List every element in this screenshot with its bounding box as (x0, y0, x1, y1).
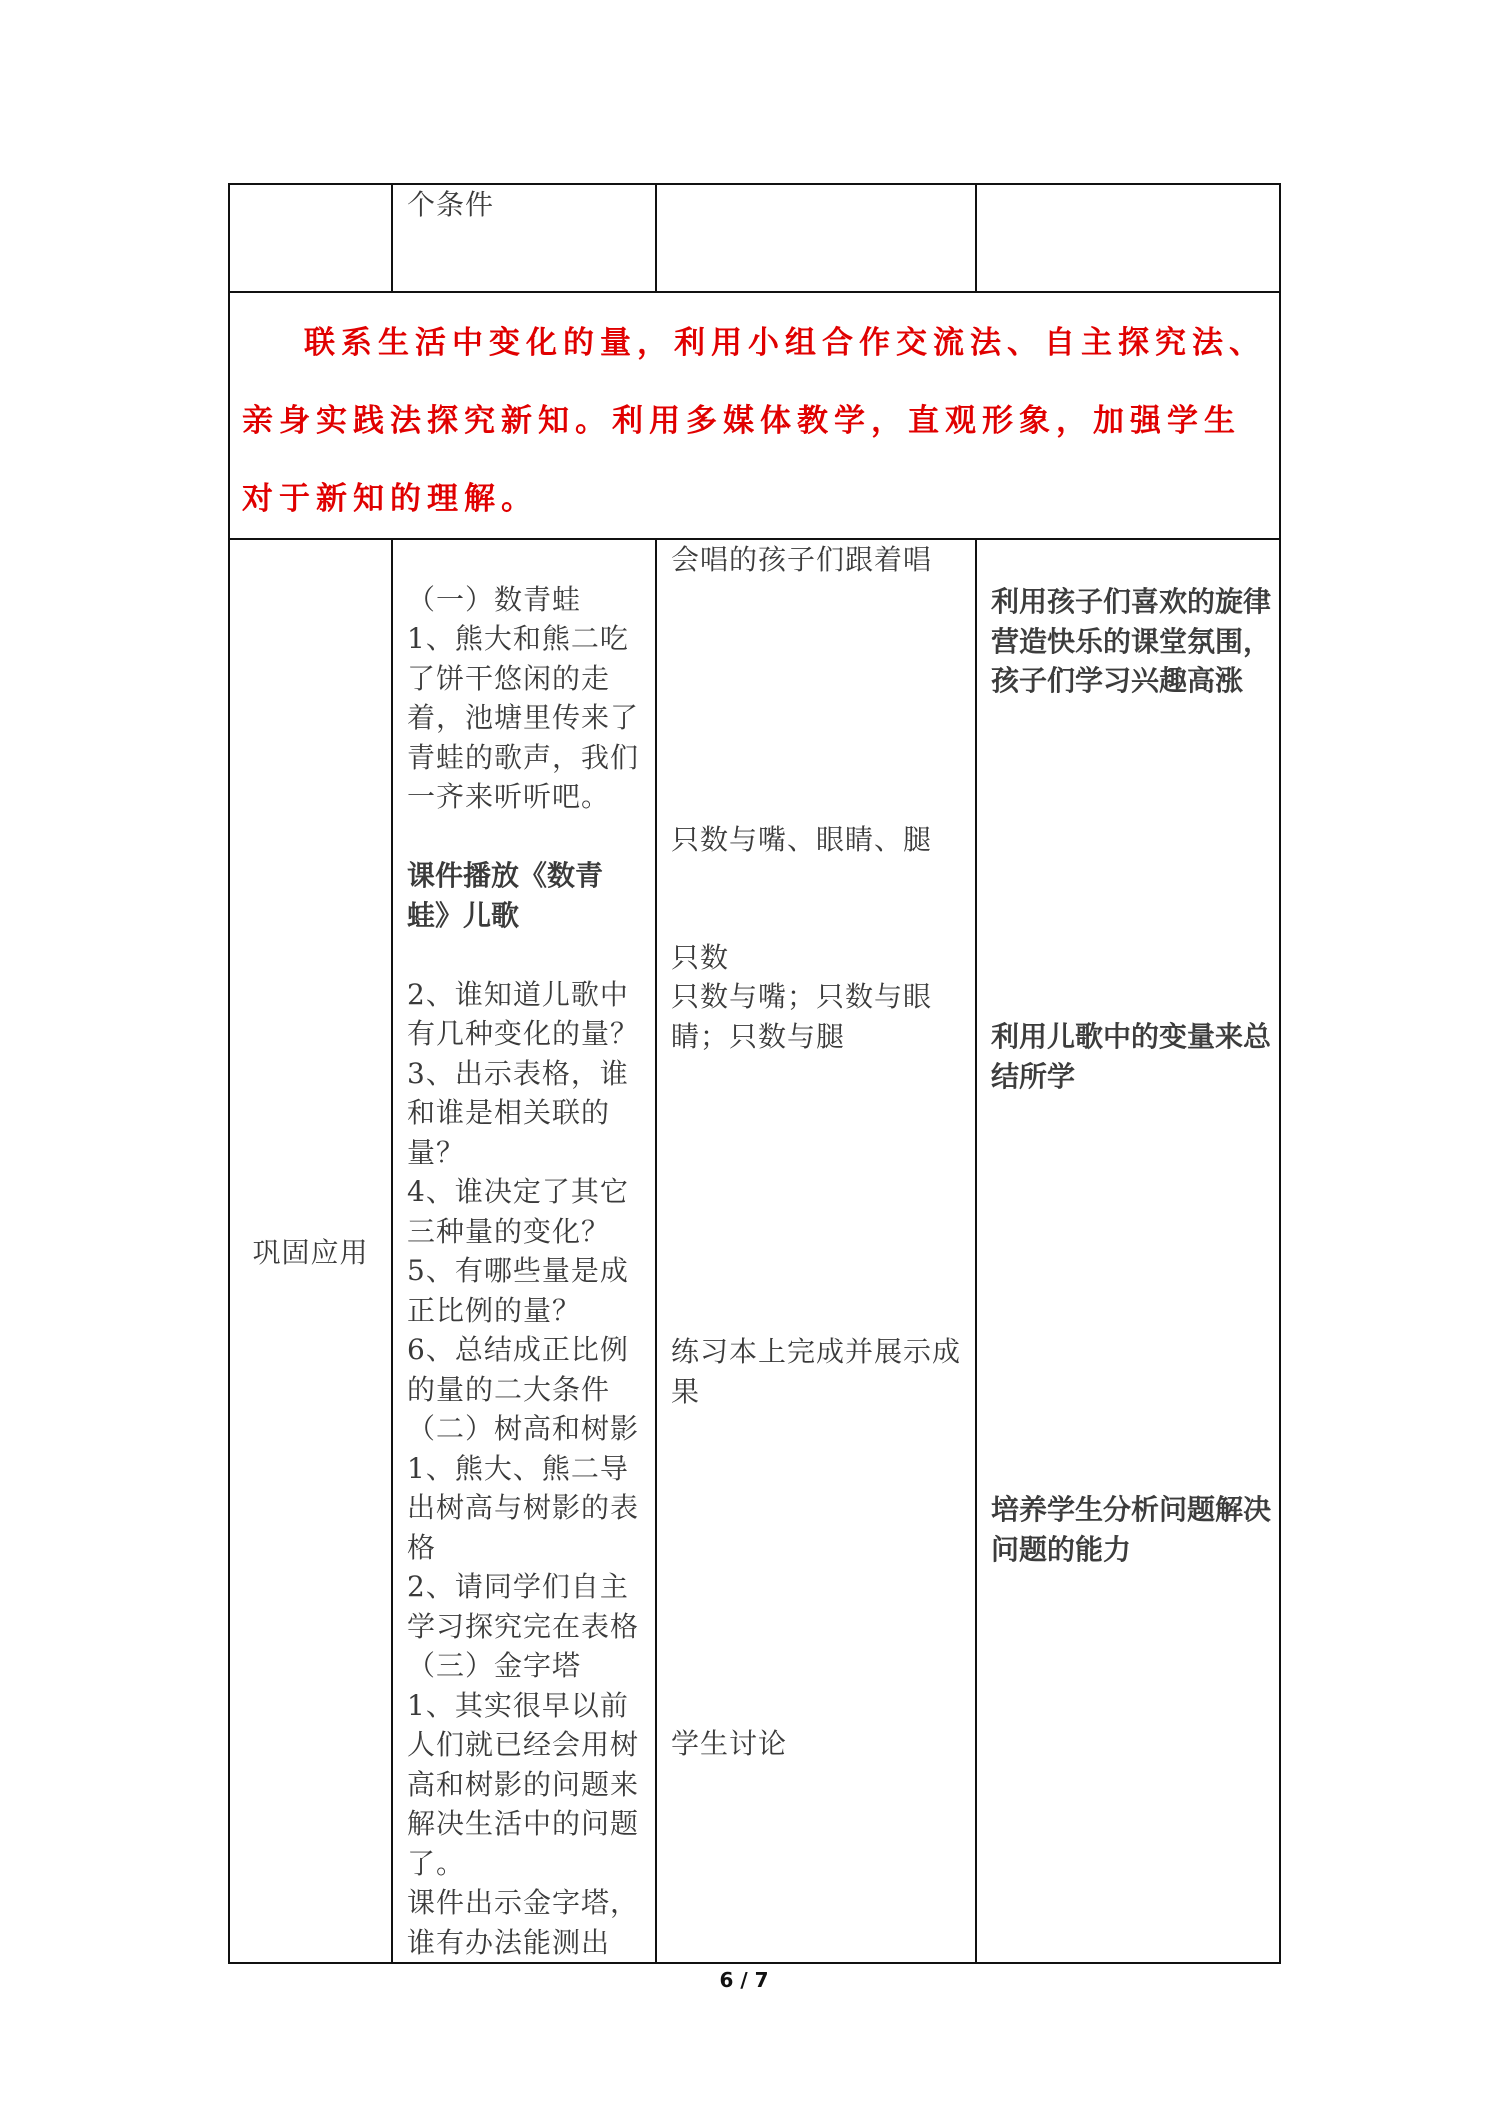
section-label: 巩固应用 (229, 539, 392, 1963)
student-text-e: 练习本上完成并展示成果 (671, 1335, 962, 1408)
top-row-col2 (392, 184, 656, 292)
activity-cell (392, 539, 656, 1963)
lesson-plan-table (228, 183, 1281, 1964)
banner-cell (229, 292, 1280, 539)
table-row (229, 184, 1280, 292)
design-intent-cell (976, 539, 1280, 1963)
intent-text-c: 培养学生分析问题解决问题的能力 (991, 1493, 1272, 1566)
activity-text-2: 2、谁知道儿歌中有几种变化的量？ 3、出示表格，谁和谁是相关联的量？ 4、谁决定了其它三种量的变化？ 5、有哪些量是成正比例的量？ 6、总结成正比例的量的二大条件 （二）树高和树影 1、熊大、熊二导出树高与树影的表格 2、请同学们自主学习探究完在表格 （三）金字塔 1、其实很早以前人们就已经会用树高和树影的问题来解决生活中的问题了。 课件出示金字塔，谁有办法能测出 (407, 977, 640, 1959)
student-text-c: 只数 (671, 941, 730, 974)
main-row (229, 539, 1280, 1963)
top-row-col3 (656, 184, 976, 292)
student-activity-cell (656, 539, 976, 1963)
banner-row (229, 292, 1280, 539)
intent-text-b: 利用儿歌中的变量来总结所学 (991, 1020, 1272, 1093)
top-row-col1 (229, 184, 392, 292)
student-text-b: 只数与嘴、眼睛、腿 (671, 823, 933, 856)
intent-text-a: 利用孩子们喜欢的旋律营造快乐的课堂氛围，孩子们学习兴趣高涨 (991, 585, 1272, 697)
activity-text-1: （一）数青蛙 1、熊大和熊二吃了饼干悠闲的走着，池塘里传来了青蛙的歌声，我们一齐来听听吧。 (407, 582, 640, 813)
activity-bold-text: 课件播放《数青蛙》儿歌 (407, 859, 604, 932)
student-text-a: 会唱的孩子们跟着唱 (671, 543, 933, 576)
top-row-col2-text: 个条件 (407, 188, 495, 221)
page-number: 6 / 7 (719, 1968, 769, 1992)
student-text-d: 只数与嘴；只数与眼睛；只数与腿 (671, 980, 933, 1053)
student-text-f: 学生讨论 (671, 1727, 788, 1760)
top-row-col4 (976, 184, 1280, 292)
banner-text: 联系生活中变化的量，利用小组合作交流法、自主探究法、亲身实践法探究新知。利用多媒体教学，直观形象，加强学生对于新知的理解。 (242, 325, 1266, 517)
